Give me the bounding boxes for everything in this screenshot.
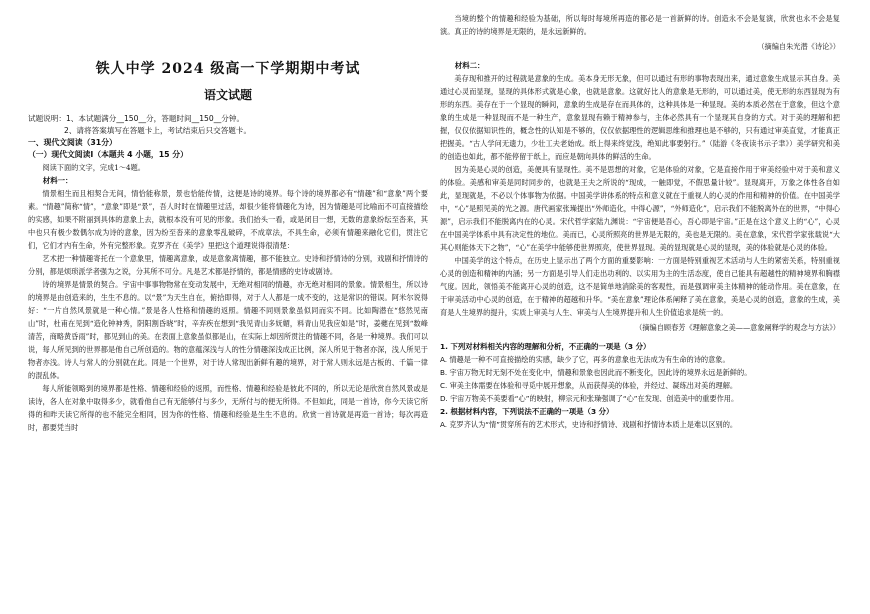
option-b: B. 宇宙万物无时无刻不处在变化中，情趣和景象也因此而不断变化，因此诗的境界永远是新鲜的。 [440, 368, 752, 377]
paragraph: 每人所能领略到的境界都是性格、情趣和经验的返照，而性格、情趣和经验是彼此不同的，所以无论是欣赏自然风景或是读诗，各人在对象中取得多少，就看他自己有无能够付与多少，无所付与的便无所得。不但如此，同是一首诗，你今天读它所得的和昨天读它所得的也不能完全相同，因为你的性格、情趣和经验是生生不息的。欣赏一首诗就是再造一首诗；每次再造时，都要凭当时 [28, 384, 428, 432]
source-citation-1: （摘编自朱光潜《诗论》） [757, 42, 840, 51]
option-a: A. 情趣是一种不可直接描绘的实感，缺少了它，再多的意象也无法成为有生命的诗的意象。 [440, 355, 730, 364]
question-2: 2. 根据材料内容，下列说法不正确的一项是（3 分） [440, 407, 614, 416]
paragraph: 中国美学的这个特点，在历史上显示出了两个方面的重要影响：一方面是特别重视艺术活动与人生的紧密关系，特别重视心灵的创造和精神的内涵；另一方面是引导人们走出功利的、以实用为主的生活态度，使自己能具有超越性的精神境界和胸襟气度。因此，领悟美不能离开心灵的创造，这不是简单地消除美的客观性，而是强调审美主体精神的能动作用。美在意象，在于审美活动中心灵的创造，在于精神的超越和升华。“美在意象”理论体系阐释了美在意象，美是心灵的创造，意象的生成，美育是人生境界的提升，实质上审美与人生、审美与人生境界提升和人生价值追求是统一的。 [440, 256, 840, 317]
paragraph: 当境的整个的情趣和经验为基础，所以每时每境所再造的都必是一首新鲜的诗。创造永不会是复演，欣赏也永不会是复演。真正的诗的境界是无限的，是永远新鲜的。 [440, 14, 840, 36]
option-c: C. 审美主体需要在体验和寻觅中展开想象，从而获得美的体验，并经过、凝练出对美的理解。 [440, 381, 738, 390]
left-column [28, 30, 428, 434]
reading-intro: 阅读下面的文字，完成1～4题。 [42, 163, 145, 172]
question-1: 1. 下列对材料相关内容的理解和分析，不正确的一项是（3 分） [440, 342, 651, 351]
paragraph: 情景相生而且相契合无间，情恰能称景，景也恰能传情，这便是诗的境界。每个诗的境界都必有“情趣”和“意象”两个要素。“情趣”简称“情”，“意象”即是“景”，吾人时时在情趣里过活，却很少能将情趣化为诗，因为情趣是可比喻而不可直接描绘的实感，如果不附丽到具体的意象上去，就根本没有可见的形象。我们抬头一看，或是闭目一想，无数的意象纷纭至沓来，其中也只有极少数偶尔成为诗的意象，因为纷至沓来的意象零乱破碎，不成章法，不具生命，必须有情趣来融化它们，贯注它们，它们才内有生命，外有完整形象。克罗齐在《美学》里把这个道理说得很清楚： [28, 189, 428, 250]
paragraph: 因为美是心灵的创造，美便具有显现性。美不是思想的对象，它是体验的对象，它是直接作用于审美经验中对于美和意义的体验。美感和审美是同时同步的，也就是王夫之所说的“现成，一触即觉，不假思量计较”。显现离开，万象之体性各自如此，显现就是，不必以个体事物为依据。中国美学讲体系的特点和意义就在于重视人的心灵的作用和精神的价值。在中国美学中，“心”是照见美的光之源。唐代画家张璪提出“外师造化，中得心源”，“外师造化”，启示我们不能脱离外在的世界，“中得心源”，启示我们不能脱离内在的心灵。宋代哲学家陆九渊说：“宇宙便是吾心，吾心即是宇宙。”正是在这个意义上的“心”，心灵在中国美学体系中具有决定性的地位。美而已，心灵所照亮的世界是无限的，美也是无限的。美在意象，宋代哲学家张载说“大其心则能体天下之物”，“心”在美学中能够使世界照亮，使世界显现。美的显现就是心灵的显现，美的体验就是心灵的体验。 [440, 165, 840, 252]
paragraph: 美存现和推开的过程就是意象的生成。美本身无形无象，但可以通过有形的事物表现出来，通过意象生成显示其自身。美通过心灵而显现，显现的具体形式就是心象，也就是意象。这就好比人的意象是无形的，可以通过美，使无形的东西显现为有形的东西。美存在于一个显现的瞬间，意象的生成是存在而具体的，这种具体是一种显现。美的本质必然在于意象，但这个意象的生成是一种显现而不是一种生产，意象显现有赖于精神参与，主体必然具有一个显现其自身的方式。对于美的理解和把握，仅仅依据知识性的，概念性的认知是不够的，仅仅依据理性的逻辑思维和推理也是不够的，只有通过审美直觉，才能真正把握美。“古人学问无遗力，少壮工夫老始成。纸上得来终觉浅，绝知此事要躬行。”（陆游《冬夜读书示子聿》）美学研究和美的创造也如此，都不能停留于纸上，而应是朝向具体的鲜活的生命。 [440, 74, 840, 161]
paragraph: 艺术把一种情趣寄托在一个意象里，情趣离意象，或是意象离情趣，都不能独立。史诗和抒情诗的分别，戏剧和抒情诗的分别，都是烦琐派学者强为之说，分其所不可分。凡是艺术都是抒情的，都是情感的史诗或剧诗。 [28, 254, 428, 276]
material-1-label: 材料一： [42, 176, 73, 185]
material-2-label: 材料二： [454, 61, 485, 70]
exam-subtitle: 语文试题 [203, 88, 252, 102]
option-d: D. 宇宙万物美不美要看“心”的映射，柳宗元和张璪强调了“心”在发现、创造美中的重要作用。 [440, 394, 739, 403]
instruction-line-1: 试题说明：1、本试题满分__150__分，答题时间__150__分钟。 [28, 114, 245, 123]
source-citation-2: （摘编自顾春芳《理解意象之美——意象阐释学的观念与方法》） [635, 323, 840, 332]
paragraph: 诗的境界是情景的契合。宇宙中事事物物常在变动发展中，无绝对相同的情趣，亦无绝对相同的景象。情景相生，所以诗的境界是由创造来的，生生不息的。以“景”为天生自在，俯拾即得，对于人人都是一成不变的，这是常识的错误。阿米尔说得好：“一片自然风景就是一种心情。”景是各人性格和情趣的返照。情趣不同则景象虽似同而实不同。比如陶潜在“悠然见南山”时，杜甫在见到“造化钟神秀，阴阳割昏晓”时，辛弃疾在想到“我见青山多妩媚，料青山见我应如是”时，姜夔在见到“数峰清苦，商略黄昏雨”时，都见到山的美。在表面上意象虽似都是山，在实际上却因所贯注的情趣不同，各是一种境界。我们可以说，每人所见到的世界都是他自己所创造的。物的意蕴深浅与人的性分情趣深浅成正比例，深人所见于物者亦深，浅人所见于物者亦浅。诗人与常人的分别就在此。同是一个世界，对于诗人常现出新鲜有趣的境界，对于常人则永远是古板的、千篇一律的混乱体。 [28, 280, 428, 380]
option-a: A. 克罗齐认为“情”贯穿所有的艺术形式，史诗和抒情诗、戏剧和抒情诗本质上是难以区别的。 [440, 420, 738, 429]
section-heading: 一、现代文阅读（31分） [28, 138, 117, 147]
subsection-heading: （一）现代文阅读Ⅰ（本题共 4 小题，15 分） [28, 150, 188, 159]
instruction-line-2: 2、请将答案填写在答题卡上，考试结束后只交答题卡。 [64, 126, 252, 135]
right-column [440, 12, 840, 431]
exam-title: 铁人中学 2024 级高一下学期期中考试 [95, 61, 361, 77]
